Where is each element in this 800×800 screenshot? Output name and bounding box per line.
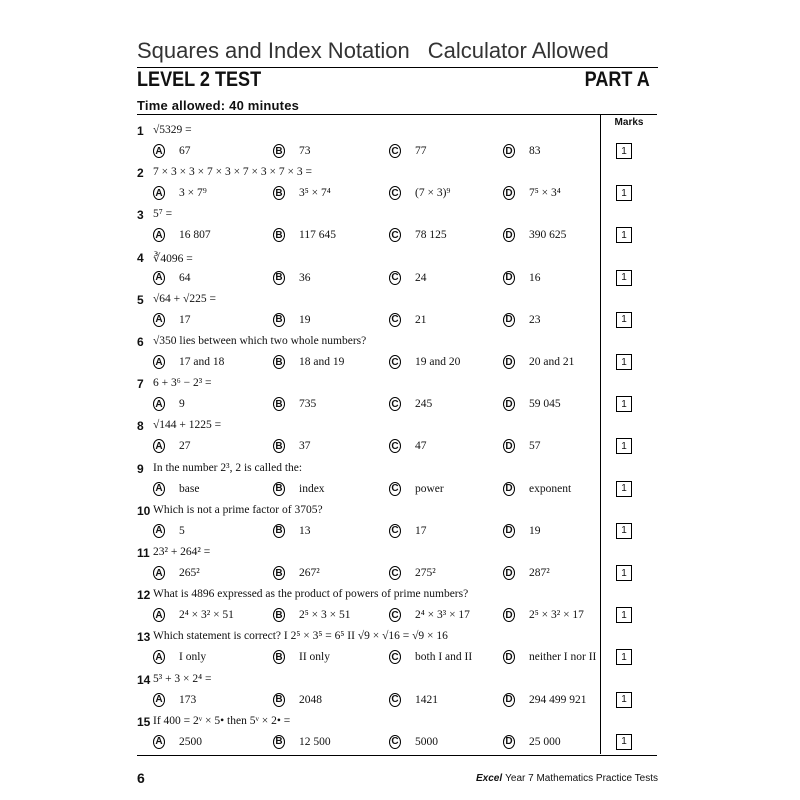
answer-option-b[interactable] xyxy=(273,692,322,708)
answer-option-b[interactable] xyxy=(273,185,331,201)
topic-title: Squares and Index Notation xyxy=(137,38,410,63)
answer-option-a[interactable] xyxy=(153,565,200,581)
option-text: 67 xyxy=(179,145,191,157)
answer-option-d[interactable] xyxy=(503,649,596,665)
answer-option-d[interactable] xyxy=(503,523,541,539)
option-text: 19 xyxy=(299,313,311,326)
option-letter-bubble[interactable]: C xyxy=(389,482,401,496)
question-11 xyxy=(137,546,600,588)
option-text: 3 × 7⁹ xyxy=(179,187,207,200)
answer-option-d[interactable] xyxy=(503,607,584,623)
option-text: neither I nor II xyxy=(529,651,597,664)
option-letter-bubble[interactable]: D xyxy=(503,735,515,749)
question-number: 1 xyxy=(137,124,144,138)
marks-box: 1 xyxy=(616,607,632,623)
option-text: 17 and 18 xyxy=(179,356,225,368)
option-letter-bubble[interactable]: D xyxy=(503,186,515,200)
answer-option-b[interactable] xyxy=(273,734,331,750)
marks-box: 1 xyxy=(616,649,632,665)
question-number: 6 xyxy=(137,335,144,349)
option-letter-bubble[interactable]: B xyxy=(273,355,285,369)
question-text: In the number 2³, 2 is called the: xyxy=(153,461,303,474)
option-letter-bubble[interactable]: C xyxy=(389,186,401,200)
option-letter-bubble[interactable]: D xyxy=(503,524,515,538)
answer-option-c[interactable] xyxy=(389,143,427,159)
option-text: 57 xyxy=(529,440,541,453)
page-number: 6 xyxy=(137,770,145,786)
answer-option-a[interactable] xyxy=(153,270,191,286)
option-text: 17 xyxy=(179,313,191,326)
question-text: 7 × 3 × 3 × 7 × 3 × 7 × 3 × 7 × 3 = xyxy=(153,166,312,179)
answer-option-c[interactable] xyxy=(389,692,438,708)
question-1 xyxy=(137,124,600,166)
marks-box: 1 xyxy=(616,523,632,539)
option-text: 287² xyxy=(529,567,550,579)
option-text: 3⁵ × 7⁴ xyxy=(299,187,331,200)
option-letter-bubble[interactable]: C xyxy=(389,608,401,622)
answer-option-c[interactable] xyxy=(389,734,438,750)
option-letter-bubble[interactable]: A xyxy=(153,144,165,158)
option-letter-bubble[interactable]: B xyxy=(273,271,285,285)
option-text: 77 xyxy=(415,145,427,157)
option-letter-bubble[interactable]: B xyxy=(273,186,285,200)
option-text: 2⁴ × 3² × 51 xyxy=(179,609,234,622)
option-letter-bubble[interactable]: C xyxy=(389,397,401,411)
option-letter-bubble[interactable]: D xyxy=(503,144,515,158)
answer-option-d[interactable] xyxy=(503,270,541,286)
answer-option-b[interactable] xyxy=(273,227,336,243)
marks-box: 1 xyxy=(616,438,632,454)
marks-box: 1 xyxy=(616,354,632,370)
option-text: index xyxy=(299,482,325,495)
option-letter-bubble[interactable]: B xyxy=(273,650,285,664)
question-5 xyxy=(137,293,600,335)
option-text: 25 000 xyxy=(529,735,561,748)
answer-option-a[interactable] xyxy=(153,312,191,328)
part-heading: PART A xyxy=(584,68,650,91)
question-number: 15 xyxy=(137,714,151,729)
marks-box: 1 xyxy=(616,396,632,412)
option-text: 1421 xyxy=(415,693,438,706)
option-letter-bubble[interactable]: C xyxy=(389,355,401,369)
marks-label: Marks xyxy=(614,117,644,128)
answer-option-b[interactable] xyxy=(273,143,311,159)
answer-option-d[interactable] xyxy=(503,143,541,159)
option-text: 16 807 xyxy=(179,229,211,242)
option-letter-bubble[interactable]: B xyxy=(273,524,285,538)
option-text: 2⁵ × 3 × 51 xyxy=(299,609,351,622)
option-letter-bubble[interactable]: B xyxy=(273,566,285,580)
answer-option-c[interactable] xyxy=(389,565,436,581)
option-text: 20 and 21 xyxy=(529,356,575,368)
answer-option-b[interactable] xyxy=(273,607,350,623)
option-letter-bubble[interactable]: B xyxy=(273,228,285,242)
option-text: 265² xyxy=(179,567,200,579)
question-4 xyxy=(137,251,600,293)
question-text: Which is not a prime factor of 3705? xyxy=(153,503,323,516)
marks-box: 1 xyxy=(616,312,632,328)
answer-option-d[interactable] xyxy=(503,734,561,750)
answer-option-c[interactable] xyxy=(389,396,432,412)
question-7 xyxy=(137,377,600,419)
option-text: 267² xyxy=(299,567,320,579)
option-letter-bubble[interactable]: A xyxy=(153,650,165,664)
option-text: 19 and 20 xyxy=(415,356,461,368)
answer-option-a[interactable] xyxy=(153,649,206,665)
answer-option-c[interactable] xyxy=(389,227,447,243)
question-text: Which statement is correct? I 2⁵ × 3⁵ = 6⁵ II √9 × √16 = √9 × 16 xyxy=(153,630,448,643)
option-text: 5 xyxy=(179,524,185,537)
option-text: 5000 xyxy=(415,735,438,748)
answer-option-b[interactable] xyxy=(273,481,325,497)
option-text: II only xyxy=(299,651,330,664)
question-text: 5⁷ = xyxy=(153,208,173,221)
option-letter-bubble[interactable]: A xyxy=(153,271,165,285)
option-letter-bubble[interactable]: A xyxy=(153,313,165,327)
option-letter-bubble[interactable]: D xyxy=(503,566,515,580)
option-text: 390 625 xyxy=(529,229,567,242)
option-text: 294 499 921 xyxy=(529,693,587,706)
option-text: 245 xyxy=(415,398,433,411)
option-letter-bubble[interactable]: D xyxy=(503,482,515,496)
option-letter-bubble[interactable]: C xyxy=(389,271,401,285)
option-text: 24 xyxy=(415,271,427,284)
option-text: 78 125 xyxy=(415,229,447,242)
option-letter-bubble[interactable]: D xyxy=(503,608,515,622)
answer-option-b[interactable] xyxy=(273,565,320,581)
time-allowed: Time allowed: 40 minutes xyxy=(137,98,300,113)
question-text: 6 + 3⁶ − 2³ = xyxy=(153,377,212,390)
question-text: √350 lies between which two whole numbers? xyxy=(153,335,367,347)
option-letter-bubble[interactable]: D xyxy=(503,271,515,285)
question-text: √5329 = xyxy=(153,124,192,136)
option-letter-bubble[interactable]: D xyxy=(503,228,515,242)
marks-box: 1 xyxy=(616,734,632,750)
footer-book-title: Year 7 Mathematics Practice Tests xyxy=(505,773,658,784)
option-text: 27 xyxy=(179,440,191,453)
option-text: 64 xyxy=(179,271,191,284)
answer-option-d[interactable] xyxy=(503,692,587,708)
option-text: exponent xyxy=(529,482,572,495)
option-text: base xyxy=(179,482,200,495)
option-text: 12 500 xyxy=(299,735,331,748)
answer-option-b[interactable] xyxy=(273,649,330,665)
option-text: 2500 xyxy=(179,735,202,748)
option-text: 83 xyxy=(529,145,541,157)
option-letter-bubble[interactable]: C xyxy=(389,650,401,664)
marks-box: 1 xyxy=(616,143,632,159)
answer-option-b[interactable] xyxy=(273,438,311,454)
calculator-note: Calculator Allowed xyxy=(427,38,609,63)
question-number: 11 xyxy=(137,546,150,560)
option-text: 23 xyxy=(529,313,541,326)
option-letter-bubble[interactable]: A xyxy=(153,735,165,749)
question-number: 4 xyxy=(137,250,144,265)
answer-option-d[interactable] xyxy=(503,396,561,412)
question-number: 8 xyxy=(137,419,144,434)
answer-option-d[interactable] xyxy=(503,227,566,243)
answer-option-c[interactable] xyxy=(389,354,460,370)
option-letter-bubble[interactable]: A xyxy=(153,482,165,496)
marks-box: 1 xyxy=(616,481,632,497)
answer-option-b[interactable] xyxy=(273,354,344,370)
option-letter-bubble[interactable]: A xyxy=(153,566,165,580)
question-text: ∛4096 = xyxy=(153,252,193,265)
option-text: 16 xyxy=(529,271,541,284)
option-letter-bubble[interactable]: A xyxy=(153,186,165,200)
option-letter-bubble[interactable]: B xyxy=(273,439,285,453)
answer-option-c[interactable] xyxy=(389,312,427,328)
question-text: If 400 = 2ᵛ × 5• then 5ᵛ × 2• = xyxy=(153,714,291,727)
question-number: 2 xyxy=(137,166,144,181)
option-text: 2⁵ × 3² × 17 xyxy=(529,609,584,622)
question-15 xyxy=(137,715,600,757)
question-2 xyxy=(137,166,600,208)
option-text: 735 xyxy=(299,398,317,411)
option-text: 18 and 19 xyxy=(299,356,345,368)
answer-option-a[interactable] xyxy=(153,143,191,159)
marks-box: 1 xyxy=(616,270,632,286)
option-letter-bubble[interactable]: B xyxy=(273,482,285,496)
question-number: 5 xyxy=(137,292,144,307)
question-text: √64 + √225 = xyxy=(153,292,216,305)
question-12 xyxy=(137,588,600,630)
option-text: 117 645 xyxy=(299,229,336,242)
option-text: 2048 xyxy=(299,693,322,706)
marks-box: 1 xyxy=(616,692,632,708)
option-text: 36 xyxy=(299,271,311,284)
option-text: 59 045 xyxy=(529,398,561,411)
question-text: √144 + 1225 = xyxy=(153,419,222,432)
option-letter-bubble[interactable]: D xyxy=(503,650,515,664)
option-text: I only xyxy=(179,651,207,664)
question-number: 10 xyxy=(137,503,151,518)
option-text: 7⁵ × 3⁴ xyxy=(529,187,561,200)
answer-option-d[interactable] xyxy=(503,438,541,454)
question-3 xyxy=(137,208,600,250)
answer-option-d[interactable] xyxy=(503,312,541,328)
question-number: 9 xyxy=(137,461,144,476)
answer-option-d[interactable] xyxy=(503,185,561,201)
footer-credit xyxy=(476,773,658,784)
option-text: both I and II xyxy=(415,651,473,664)
option-letter-bubble[interactable]: A xyxy=(153,439,165,453)
question-number: 13 xyxy=(137,630,151,645)
option-letter-bubble[interactable]: A xyxy=(153,228,165,242)
question-14 xyxy=(137,673,600,715)
option-text: 21 xyxy=(415,313,427,326)
option-text: 47 xyxy=(415,440,427,453)
question-number: 12 xyxy=(137,588,151,603)
question-8 xyxy=(137,419,600,461)
option-letter-bubble[interactable]: B xyxy=(273,313,285,327)
option-letter-bubble[interactable]: C xyxy=(389,693,401,707)
answer-option-c[interactable] xyxy=(389,185,450,201)
option-letter-bubble[interactable]: C xyxy=(389,144,401,158)
answer-option-a[interactable] xyxy=(153,354,224,370)
option-letter-bubble[interactable]: A xyxy=(153,693,165,707)
option-text: 73 xyxy=(299,145,311,157)
option-letter-bubble[interactable]: D xyxy=(503,313,515,327)
question-text: 23² + 264² = xyxy=(153,546,211,558)
answer-option-c[interactable] xyxy=(389,270,427,286)
option-letter-bubble[interactable]: C xyxy=(389,566,401,580)
option-text: 173 xyxy=(179,693,197,706)
answer-option-a[interactable] xyxy=(153,692,196,708)
answer-option-a[interactable] xyxy=(153,396,185,412)
option-text: 9 xyxy=(179,398,185,411)
option-text: (7 × 3)⁹ xyxy=(415,187,451,200)
option-letter-bubble[interactable]: B xyxy=(273,735,285,749)
question-text: 5³ + 3 × 2⁴ = xyxy=(153,672,212,685)
option-letter-bubble[interactable]: C xyxy=(389,228,401,242)
footer-brand: Excel xyxy=(476,773,503,784)
option-letter-bubble[interactable]: C xyxy=(389,524,401,538)
answer-option-c[interactable] xyxy=(389,649,472,665)
option-text: 37 xyxy=(299,440,311,453)
answer-option-b[interactable] xyxy=(273,270,311,286)
question-6 xyxy=(137,335,600,377)
answer-option-a[interactable] xyxy=(153,607,234,623)
question-13 xyxy=(137,630,600,672)
question-10 xyxy=(137,504,600,546)
option-text: power xyxy=(415,482,444,495)
marks-box: 1 xyxy=(616,227,632,243)
option-letter-bubble[interactable]: A xyxy=(153,608,165,622)
option-letter-bubble[interactable]: B xyxy=(273,693,285,707)
test-level-heading: LEVEL 2 TEST xyxy=(137,68,262,91)
answer-option-d[interactable] xyxy=(503,354,574,370)
marks-box: 1 xyxy=(616,565,632,581)
header-title xyxy=(137,38,609,64)
option-letter-bubble[interactable]: D xyxy=(503,439,515,453)
answer-option-a[interactable] xyxy=(153,185,207,201)
answer-option-a[interactable] xyxy=(153,227,211,243)
answer-option-a[interactable] xyxy=(153,734,202,750)
option-letter-bubble[interactable]: A xyxy=(153,355,165,369)
option-letter-bubble[interactable]: D xyxy=(503,397,515,411)
answer-option-b[interactable] xyxy=(273,396,316,412)
answer-option-d[interactable] xyxy=(503,565,550,581)
option-text: 13 xyxy=(299,524,311,537)
option-letter-bubble[interactable]: A xyxy=(153,397,165,411)
answer-option-a[interactable] xyxy=(153,438,191,454)
answer-option-a[interactable] xyxy=(153,523,185,539)
question-number: 3 xyxy=(137,208,144,223)
option-letter-bubble[interactable]: D xyxy=(503,693,515,707)
option-letter-bubble[interactable]: C xyxy=(389,313,401,327)
answer-option-d[interactable] xyxy=(503,481,571,497)
question-number: 7 xyxy=(137,377,144,392)
answer-option-c[interactable] xyxy=(389,523,427,539)
answer-option-c[interactable] xyxy=(389,481,444,497)
option-text: 19 xyxy=(529,524,541,537)
option-letter-bubble[interactable]: B xyxy=(273,144,285,158)
marks-box: 1 xyxy=(616,185,632,201)
option-letter-bubble[interactable]: A xyxy=(153,524,165,538)
option-letter-bubble[interactable]: B xyxy=(273,397,285,411)
answer-option-c[interactable] xyxy=(389,438,427,454)
answer-option-c[interactable] xyxy=(389,607,470,623)
option-letter-bubble[interactable]: B xyxy=(273,608,285,622)
option-text: 275² xyxy=(415,567,436,579)
question-9 xyxy=(137,462,600,504)
option-text: 2⁴ × 3³ × 17 xyxy=(415,609,470,622)
answer-option-a[interactable] xyxy=(153,481,199,497)
question-text: What is 4896 expressed as the product of powers of prime numbers? xyxy=(153,588,469,601)
question-number: 14 xyxy=(137,672,151,687)
option-letter-bubble[interactable]: C xyxy=(389,735,401,749)
option-letter-bubble[interactable]: C xyxy=(389,439,401,453)
answer-option-b[interactable] xyxy=(273,523,311,539)
answer-option-b[interactable] xyxy=(273,312,311,328)
option-letter-bubble[interactable]: D xyxy=(503,355,515,369)
option-text: 17 xyxy=(415,524,427,537)
